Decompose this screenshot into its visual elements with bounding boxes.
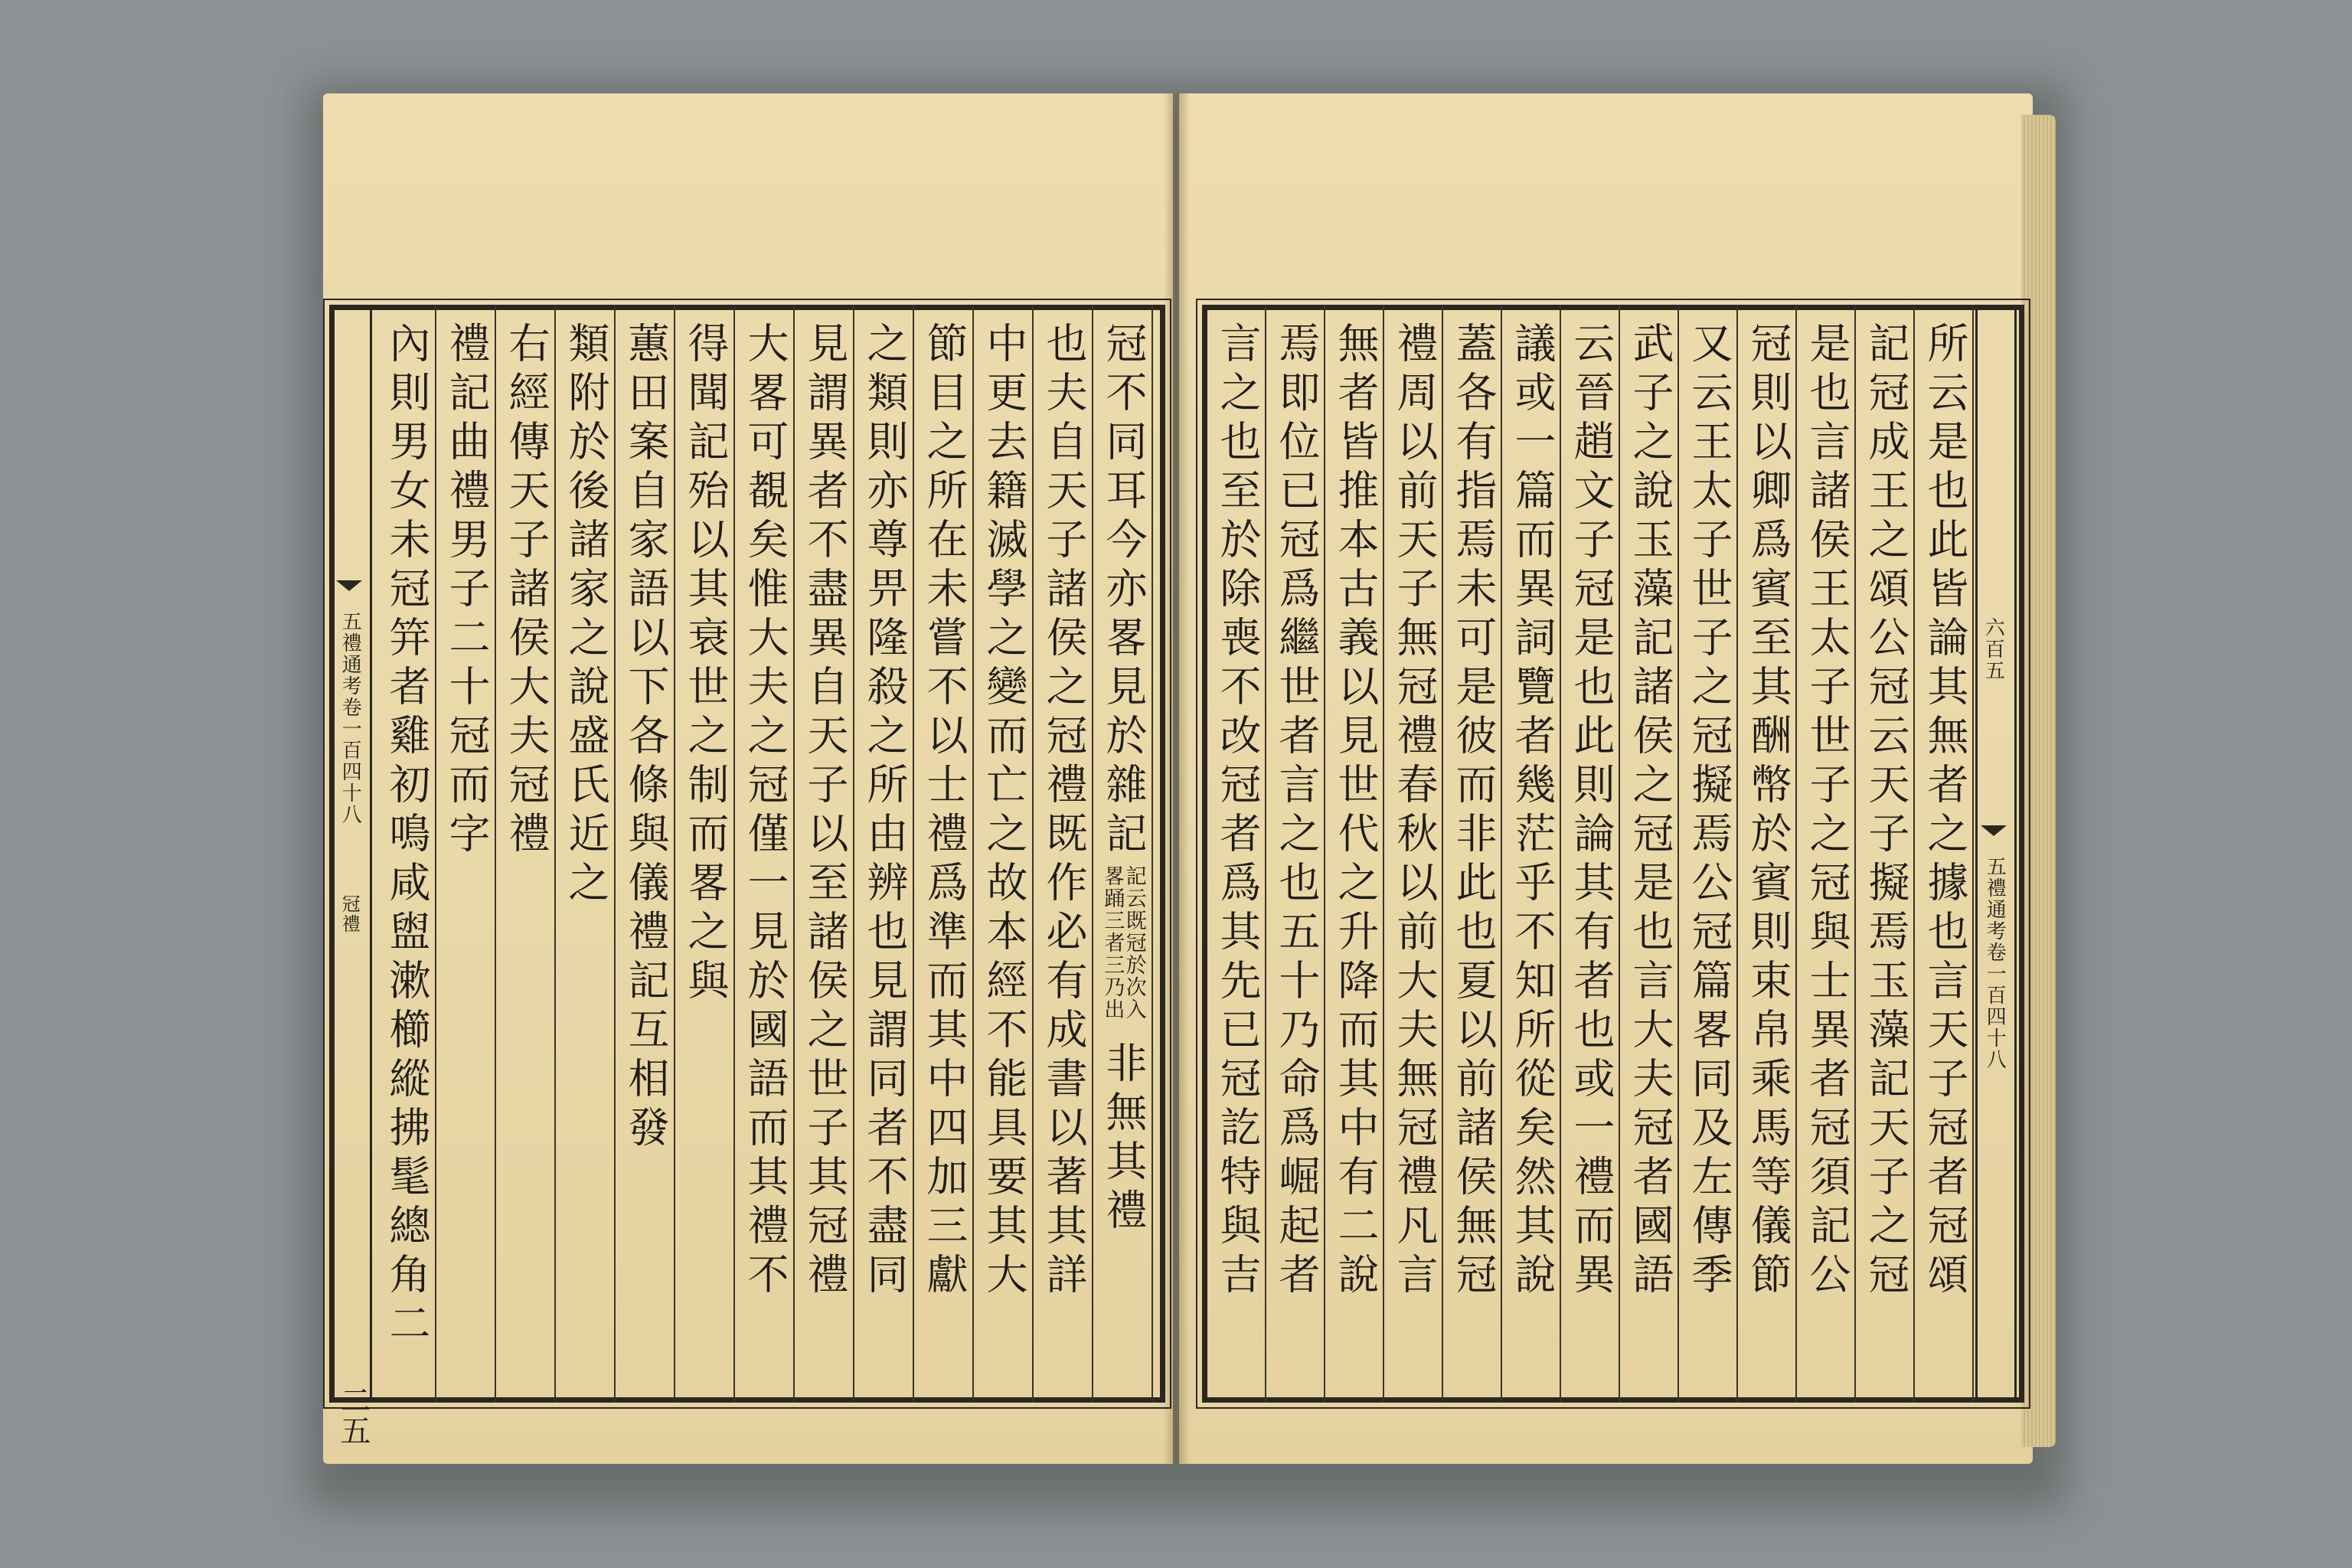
text-column <box>974 305 1034 1403</box>
column-text: 是也言諸侯王太子世子之冠與士異者冠須記公 <box>1803 322 1851 1302</box>
text-column <box>795 305 854 1403</box>
right-banxin <box>1975 305 2017 1403</box>
folio-number: 二五 <box>335 1384 371 1446</box>
banxin-title: 五禮通考卷一百四十八 <box>338 611 362 825</box>
column-text: 見謂異者不盡異自天子以至諸侯之世子其冠禮 <box>801 322 849 1302</box>
column-text: 右經傳天子諸侯大夫冠禮 <box>502 322 550 861</box>
column-text: 云晉趙文子冠是也此則論其有者也或一禮而異 <box>1567 322 1615 1302</box>
column-text: 武子之說玉藻記諸侯之冠是也言大夫冠者國語 <box>1626 322 1674 1302</box>
column-text: 蓋各有指焉未可是彼而非此也夏以前諸侯無冠 <box>1449 322 1498 1302</box>
text-column <box>1502 305 1561 1403</box>
column-text: 節目之所在未嘗不以士禮爲準而其中四加三獻 <box>920 322 969 1302</box>
text-column <box>735 305 795 1403</box>
column-text: 又云王太子世子之冠擬焉公冠篇畧同及左傳季 <box>1685 322 1733 1302</box>
text-column <box>1679 305 1738 1403</box>
text-column <box>675 305 735 1403</box>
fish-tail-mark <box>1981 825 2007 836</box>
column-text-tail: 非無其禮 <box>1099 1041 1148 1237</box>
text-column <box>1561 305 1620 1403</box>
text-column <box>1093 305 1153 1403</box>
column-text: 焉即位已冠爲繼世者言之也五十乃命爲崛起者 <box>1272 322 1321 1302</box>
left-banxin <box>331 305 372 1446</box>
text-column <box>377 305 436 1403</box>
text-column <box>1856 305 1915 1403</box>
column-text: 議或一篇而異詞覽者幾茫乎不知所從矣然其說 <box>1508 322 1557 1302</box>
text-column <box>496 305 556 1403</box>
column-text: 言之也至於除喪不改冠者爲其先已冠訖特與吉 <box>1214 322 1262 1302</box>
column-text: 中更去籍滅學之變而亡之故本經不能具要其大 <box>980 322 1028 1302</box>
text-column <box>1915 305 1974 1403</box>
banxin-title: 五禮通考卷一百四十八 <box>1983 856 2007 1070</box>
column-text: 冠不同耳今亦畧見於雜記 <box>1099 322 1148 861</box>
fish-tail-mark <box>336 580 362 591</box>
interlinear-note: 記云既冠於次入 畧踊三者三乃出 <box>1100 865 1146 1021</box>
column-text: 禮周以前天子無冠禮春秋以前大夫無冠禮凡言 <box>1390 322 1439 1302</box>
text-column <box>556 305 616 1403</box>
text-column <box>1266 305 1325 1403</box>
column-text: 蕙田案自家語以下各條與儀禮記互相發 <box>622 322 670 1155</box>
text-column <box>914 305 974 1403</box>
page-edges <box>2021 115 2056 1447</box>
column-text: 禮記曲禮男子二十冠而字 <box>443 322 491 861</box>
text-column <box>1443 305 1502 1403</box>
column-text: 記冠成王之頌公冠云天子擬焉玉藻記天子之冠 <box>1862 322 1910 1302</box>
text-column <box>616 305 675 1403</box>
column-text: 大畧可覩矣惟大夫之冠僅一見於國語而其禮不 <box>741 322 789 1302</box>
column-text: 之類則亦尊畀隆殺之所由辨也見謂同者不盡同 <box>861 322 909 1302</box>
column-text: 所云是也此皆論其無者之據也言天子冠者冠頌 <box>1921 322 1969 1302</box>
text-column <box>1207 305 1266 1403</box>
text-column <box>436 305 496 1403</box>
text-column <box>854 305 914 1403</box>
text-column <box>1325 305 1384 1403</box>
column-text: 冠則以卿爲賓至其酬幣於賓則束帛乘馬等儀節 <box>1744 322 1792 1302</box>
text-column <box>1738 305 1797 1403</box>
text-column <box>1797 305 1856 1403</box>
column-text: 得聞記殆以其衰世之制而畧之與 <box>681 322 730 1008</box>
column-text: 內則男女未冠笄者雞初鳴咸盥漱櫛縱拂髦總角二 <box>383 322 431 1351</box>
text-column <box>1620 305 1679 1403</box>
book-gutter <box>1164 93 1190 1464</box>
column-text: 也夫自天子諸侯之冠禮既作必有成書以著其詳 <box>1040 322 1088 1302</box>
banxin-section: 冠禮 <box>338 894 361 934</box>
text-column <box>1384 305 1443 1403</box>
folio-number: 六百五 <box>1981 617 2005 681</box>
column-text: 類附於後諸家之說盛氏近之 <box>562 322 610 910</box>
column-text: 無者皆推本古義以見世代之升降而其中有二說 <box>1331 322 1380 1302</box>
text-column <box>1034 305 1093 1403</box>
